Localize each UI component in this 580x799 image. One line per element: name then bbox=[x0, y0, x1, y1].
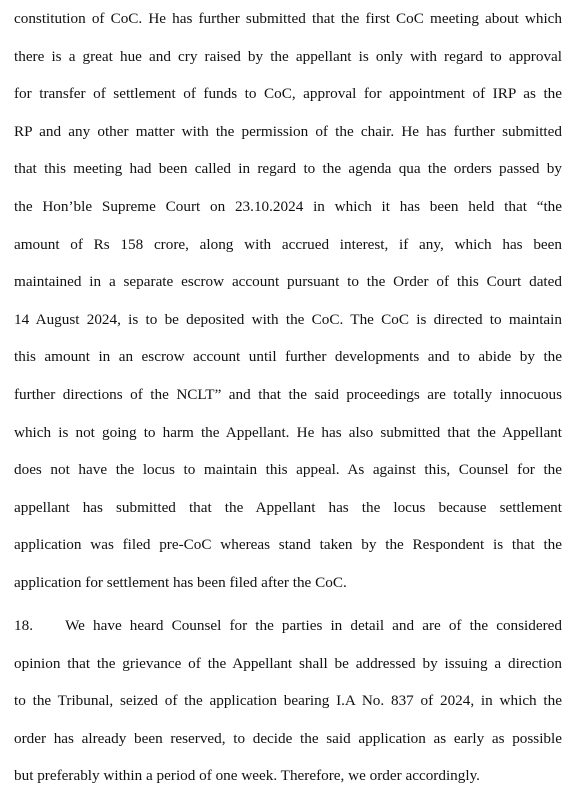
text-line: order has already been reserved, to decide the said application as early as possible bbox=[14, 729, 562, 747]
text-line: appellant has submitted that the Appellant has the locus because settlement bbox=[14, 498, 562, 516]
text-line: there is a great hue and cry raised by the appellant is only with regard to approval bbox=[14, 47, 562, 65]
text-line: does not have the locus to maintain this appeal. As against this, Counsel for the bbox=[14, 461, 562, 479]
text-line: maintained in a separate escrow account pursuant to the Order of this Court dated bbox=[14, 273, 562, 291]
text-line: 14 August 2024, is to be deposited with the CoC. The CoC is directed to maintain bbox=[14, 310, 562, 328]
text-line: for transfer of settlement of funds to CoC, approval for appointment of IRP as the bbox=[14, 85, 562, 103]
text-line: further directions of the NCLT” and that the said proceedings are totally innocuous bbox=[14, 385, 562, 403]
text-line: this amount in an escrow account until further developments and to abide by the bbox=[14, 348, 562, 366]
text-line: amount of Rs 158 crore, along with accrued interest, if any, which has been bbox=[14, 235, 562, 253]
text-line: that this meeting had been called in regard to the agenda qua the orders passed by bbox=[14, 160, 562, 178]
text-line: 18. We have heard Counsel for the parties in detail and are of the considered bbox=[14, 617, 562, 634]
text-line: the Hon’ble Supreme Court on 23.10.2024 in which it has been held that “the bbox=[14, 197, 562, 215]
text-line: application was filed pre-CoC whereas stand taken by the Respondent is that the bbox=[14, 536, 562, 554]
text-line: but preferably within a period of one week. Therefore, we order accordingly. bbox=[14, 767, 480, 784]
paragraph-18 bbox=[14, 607, 562, 795]
text-line: which is not going to harm the Appellant. He has also submitted that the Appellant bbox=[14, 423, 562, 441]
paragraph-17-continued bbox=[14, 0, 562, 602]
text-line: constitution of CoC. He has further submitted that the first CoC meeting about which bbox=[14, 10, 562, 27]
text-line: application for settlement has been filed after the CoC. bbox=[14, 573, 347, 591]
text-line: RP and any other matter with the permission of the chair. He has further submitted bbox=[14, 122, 562, 140]
text-line: opinion that the grievance of the Appellant shall be addressed by issuing a direction bbox=[14, 654, 562, 672]
text-line: to the Tribunal, seized of the application bearing I.A No. 837 of 2024, in which the bbox=[14, 692, 562, 709]
